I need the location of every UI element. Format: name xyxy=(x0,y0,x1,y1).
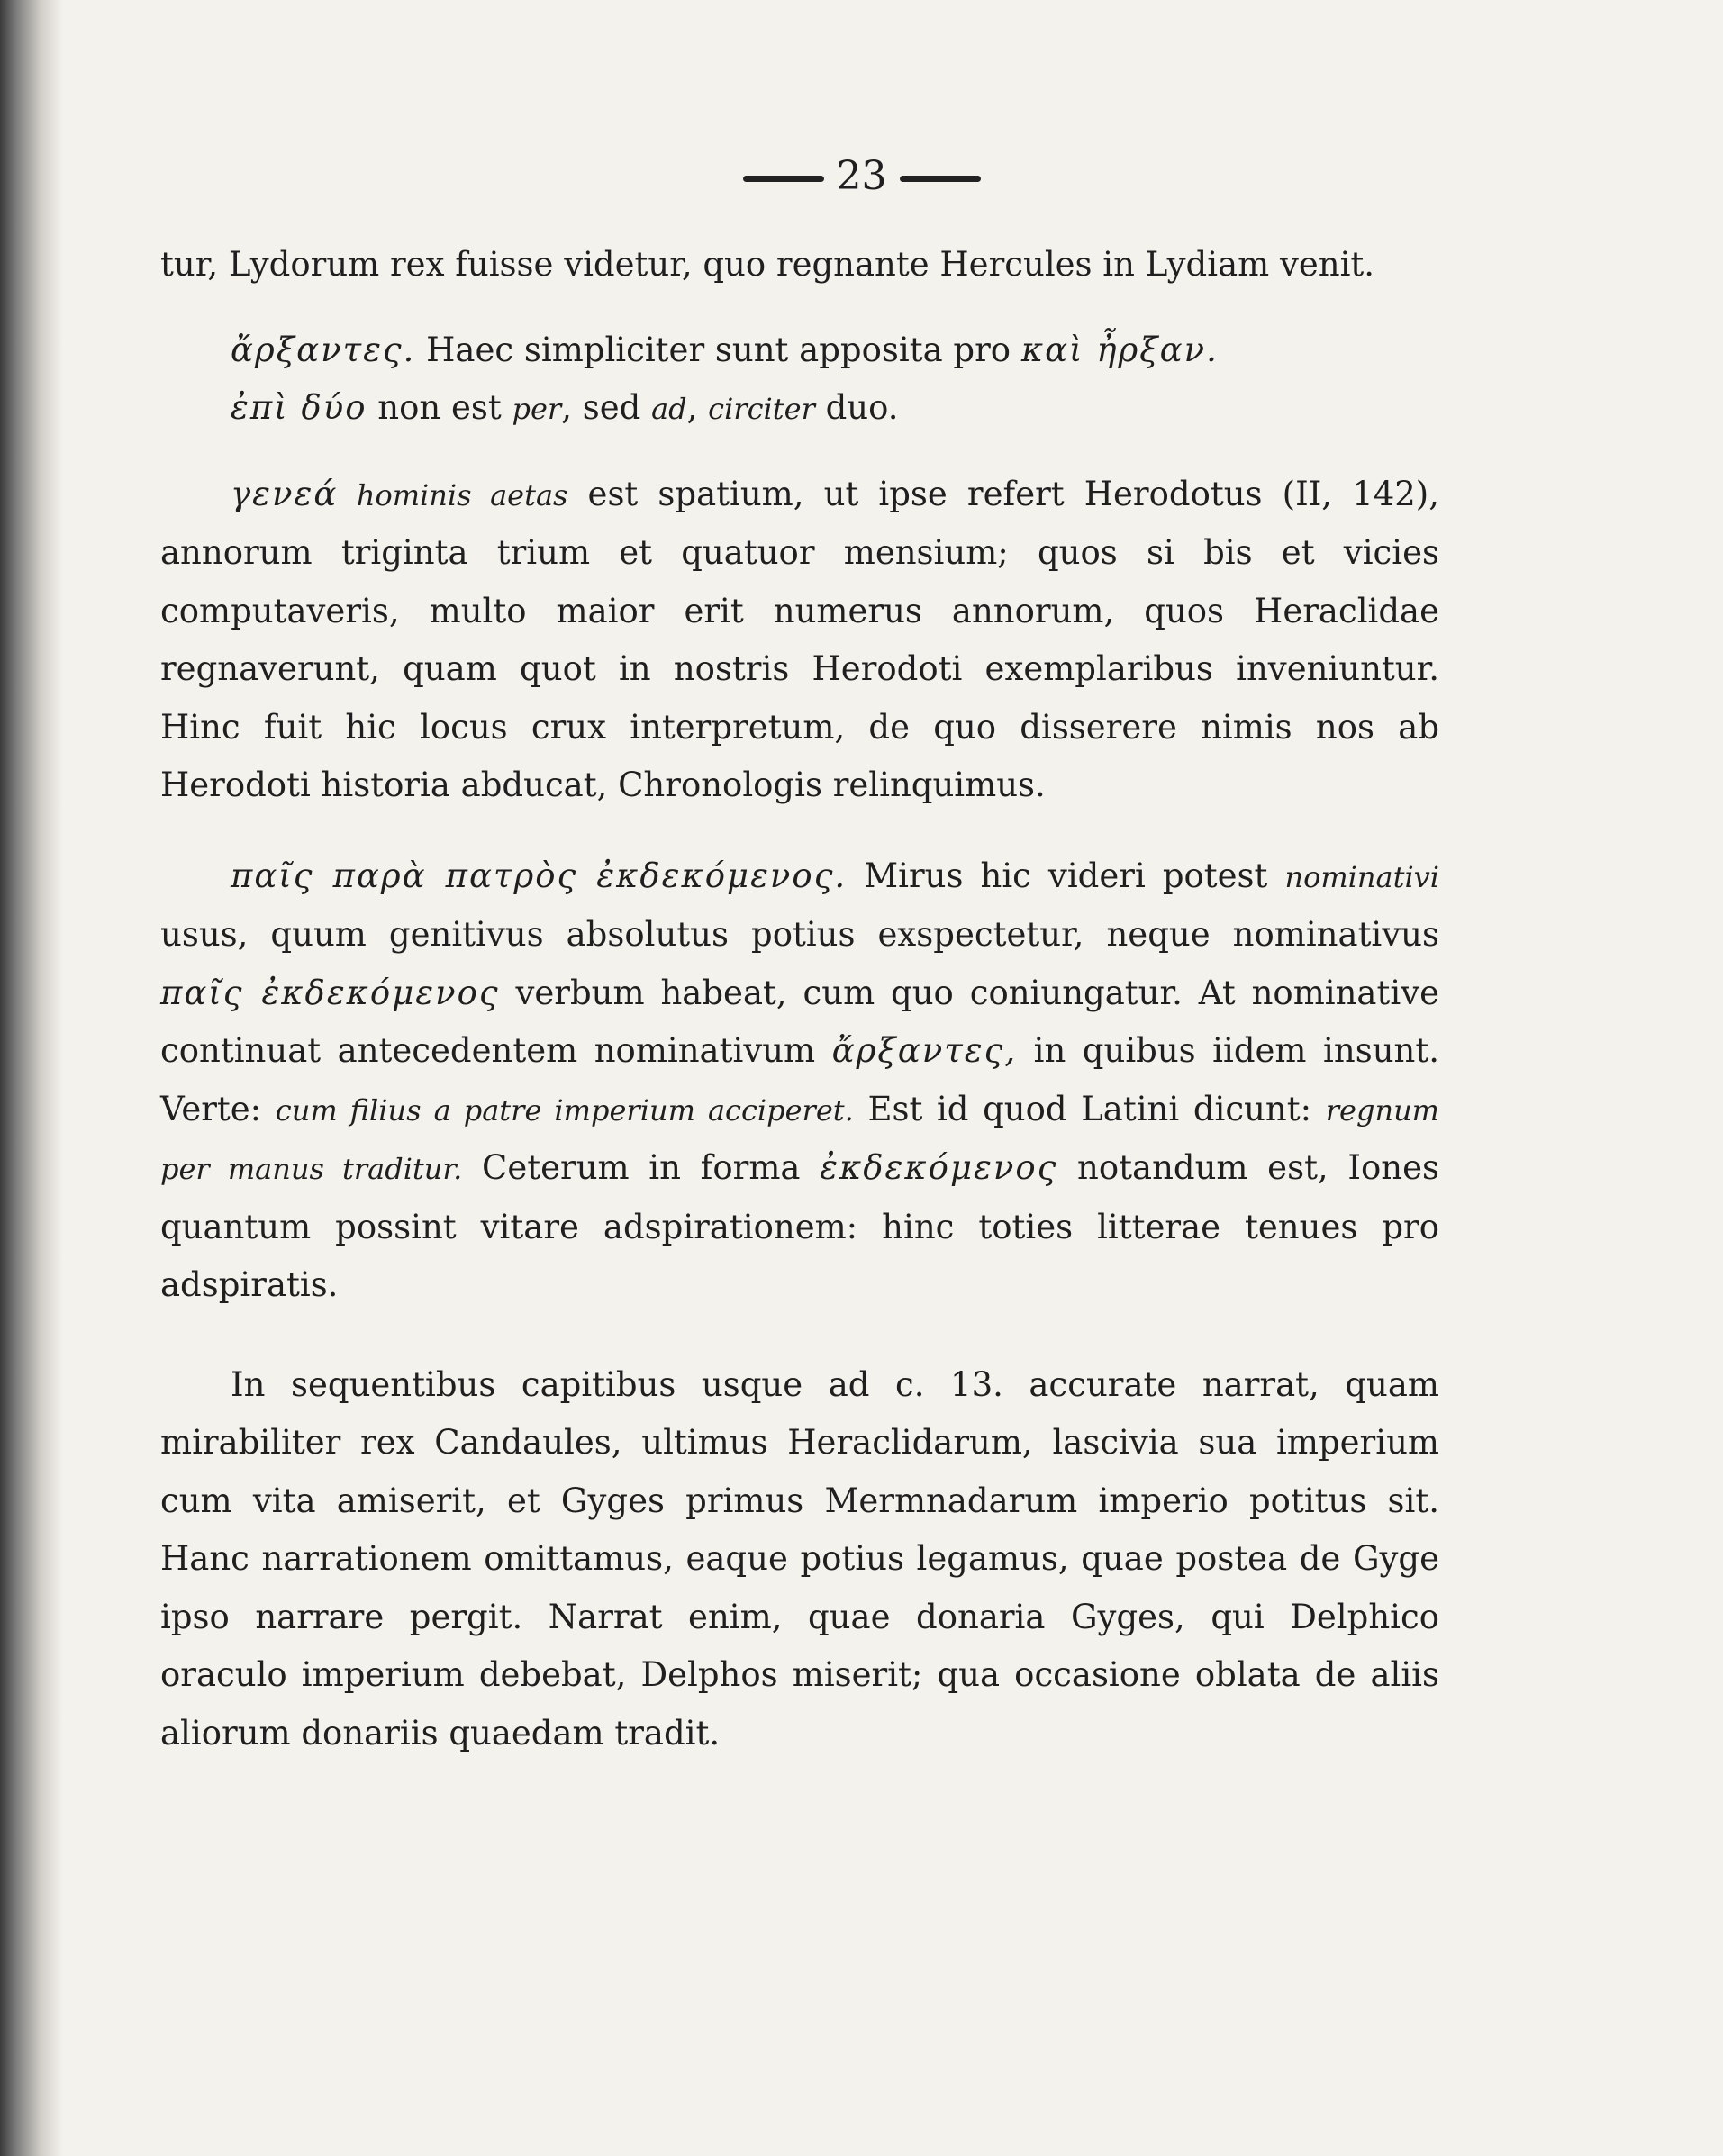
paragraph-5-text: Est id quod Latini dicunt: xyxy=(853,1089,1326,1128)
greek-lemma: ἄρξαντες. xyxy=(231,330,416,369)
paragraph-5-text: Ceterum in forma xyxy=(462,1148,821,1187)
paragraph-3-text: non est xyxy=(367,388,512,427)
paragraph-5-text: verbum habeat, cum quo coniungatur. At nominative continuat antecedentem nominativum xyxy=(160,973,1439,1070)
paragraph-6 xyxy=(160,1356,1439,1763)
italic-phrase: cum filius a patre imperium acciperet. xyxy=(275,1092,854,1128)
paragraph-5-text: Mirus hic videri potest xyxy=(847,856,1285,895)
paragraph-5-text: notandum est, Iones quantum possint vitare adspirationem: hinc toties litterae tenues pro adspiratis. xyxy=(160,1148,1439,1304)
italic-phrase: hominis aetas xyxy=(338,477,568,512)
paragraph-3-text: , xyxy=(686,388,709,427)
greek-phrase: καὶ ἦρξαν. xyxy=(1020,330,1219,369)
italic-phrase: regnum per manus traditur. xyxy=(160,1092,1440,1186)
paragraph-1-text: tur, Lydorum rex fuisse videtur, quo regnante Hercules in Lydiam venit. xyxy=(160,245,1375,284)
greek-lemma: παῖς παρὰ πατρὸς ἐκδεκόμενος. xyxy=(231,856,848,895)
paragraph-5-text: usus, quum genitivus absolutus potius exspectetur, neque nominativus xyxy=(160,915,1439,954)
greek-phrase: παῖς ἐκδεκόμενος xyxy=(160,973,500,1012)
italic-word: circiter xyxy=(708,392,815,426)
page-body xyxy=(160,236,1439,1762)
greek-phrase: ἐκδεκόμενος xyxy=(820,1148,1058,1187)
greek-lemma: ἐπὶ δύο xyxy=(231,388,367,427)
paragraph-2 xyxy=(160,322,1439,380)
greek-lemma: γενεά xyxy=(231,474,339,513)
paragraph-4 xyxy=(160,466,1439,815)
paragraph-3-text: , sed xyxy=(561,388,652,427)
paragraph-1 xyxy=(160,236,1439,294)
page-header xyxy=(0,153,1723,199)
paragraph-5-text: in quibus iidem insunt. Verte: xyxy=(160,1031,1439,1128)
italic-word: nominativi xyxy=(1284,859,1439,894)
paragraph-5 xyxy=(160,847,1439,1315)
paragraph-3-text: duo. xyxy=(814,388,899,427)
italic-word: ad xyxy=(651,392,687,426)
page-number: 23 xyxy=(836,153,887,199)
header-rule-left xyxy=(743,176,824,182)
header-rule-right xyxy=(900,176,981,182)
greek-phrase: ἄρξαντες, xyxy=(831,1031,1018,1070)
italic-word: per xyxy=(512,392,562,426)
paragraph-3 xyxy=(160,379,1439,439)
paragraph-6-text: In sequentibus capitibus usque ad c. 13. accurate narrat, quam mirabiliter rex Candaules, ultimus Heraclidarum, lascivia sua imperium cum vita amiserit, et Gyges primus Mermnadarum imperio potitus sit. Hanc narrationem omittamus, eaque potius legamus, quae postea de Gyge ipso narrare pergit. Narrat enim, quae donaria Gyges, qui Delphico oraculo imperium debebat, Delphos miserit; qua occasione oblata de aliis aliorum donariis quaedam tradit. xyxy=(160,1364,1439,1753)
paragraph-2-text: Haec simpliciter sunt apposita pro xyxy=(415,330,1021,369)
paragraph-4-text: est spatium, ut ipse refert Herodotus (II, 142), annorum triginta trium et quatuor mensium; quos si bis et vicies computaveris, multo maior erit numerus annorum, quos Heraclidae regnaverunt, quam quot in nostris Herodoti exemplaribus inveniuntur. Hinc fuit hic locus crux interpretum, de quo disserere nimis nos ab Herodoti historia abducat, Chronologis relinquimus. xyxy=(160,474,1439,804)
